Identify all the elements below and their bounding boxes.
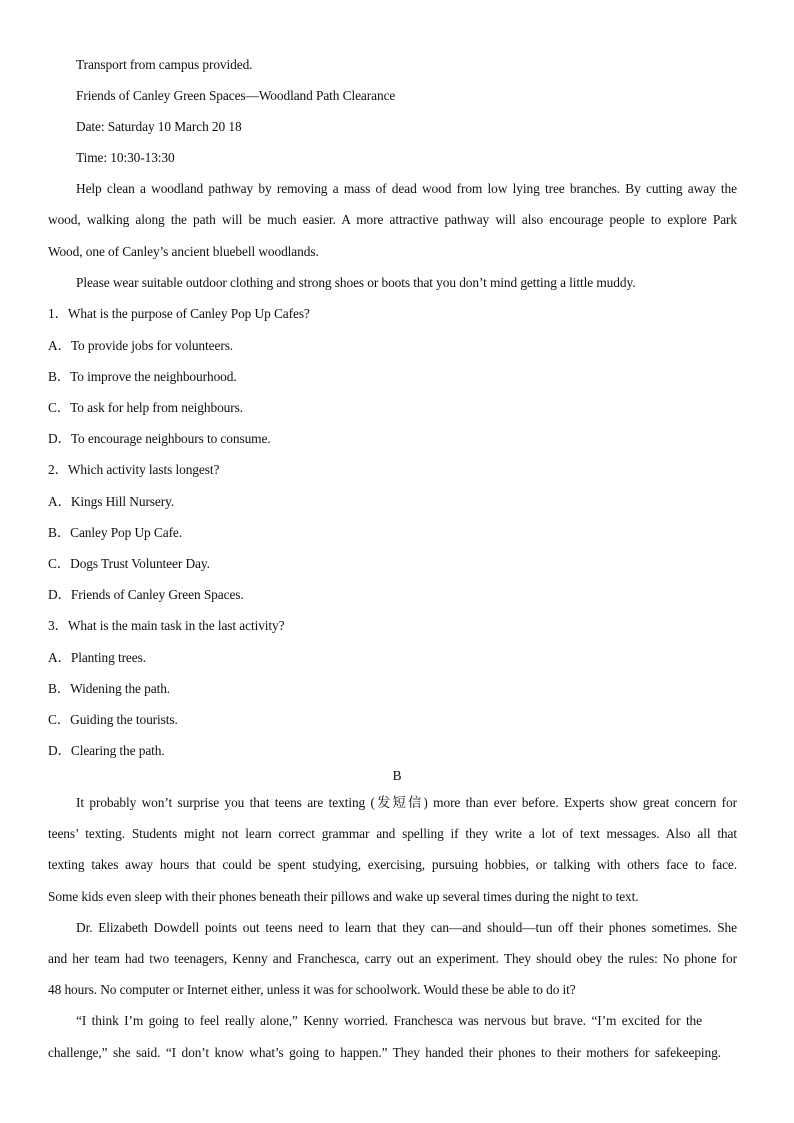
answer-option: C．Dogs Trust Volunteer Day.: [48, 556, 210, 571]
question-stem: 3．What is the main task in the last activity?: [48, 618, 285, 633]
answer-option: A．Kings Hill Nursery.: [48, 494, 175, 509]
passage-line: challenge,” she said. “I don’t know what’s going to happen.” They handed their phones to their mothers for safekeeping.: [48, 1045, 721, 1060]
passage-line: and her team had two teenagers, Kenny and Franchesca, carry out an experiment. They should obey the rules: No phone for: [48, 951, 737, 966]
passage-line: Dr. Elizabeth Dowdell points out teens need to learn that they can—and should—tun off their phones sometimes. She: [76, 920, 737, 935]
answer-option: B．To improve the neighbourhood.: [48, 369, 237, 384]
question-stem: 2．Which activity lasts longest?: [48, 462, 220, 477]
answer-option: C．To ask for help from neighbours.: [48, 400, 244, 415]
answer-option: B．Widening the path.: [48, 681, 171, 696]
clothing-note: Please wear suitable outdoor clothing and strong shoes or boots that you don’t mind getting a little muddy.: [76, 275, 636, 290]
passage-line: 48 hours. No computer or Internet either, unless it was for schoolwork. Would these be able to do it?: [48, 982, 576, 997]
answer-option: D．Friends of Canley Green Spaces.: [48, 587, 244, 602]
answer-option: D．Clearing the path.: [48, 743, 165, 758]
activity-time: Time: 10:30-13:30: [76, 150, 175, 165]
answer-option: B．Canley Pop Up Cafe.: [48, 525, 183, 540]
passage-line: It probably won’t surprise you that teens are texting (发短信) more than ever before. Experts show great concern for: [76, 795, 737, 810]
passage-line: teens’ texting. Students might not learn correct grammar and spelling if they write a lot of text messages. Also all that: [48, 826, 737, 841]
answer-option: A．To provide jobs for volunteers.: [48, 338, 234, 353]
activity-title: Friends of Canley Green Spaces—Woodland Path Clearance: [76, 88, 396, 103]
passage-line: Some kids even sleep with their phones beneath their pillows and wake up several times during the night to text.: [48, 889, 639, 904]
activity-description-line: Help clean a woodland pathway by removing a mass of dead wood from low lying tree branches. By cutting away the: [76, 181, 737, 196]
activity-date: Date: Saturday 10 March 20 18: [76, 119, 242, 134]
activity-description-line: wood, walking along the path will be much easier. A more attractive pathway will also encourage people to explore Park: [48, 212, 737, 227]
passage-line: texting takes away hours that could be spent studying, exercising, pursuing hobbies, or talking with others face to face.: [48, 857, 737, 872]
answer-option: A．Planting trees.: [48, 650, 146, 665]
transport-note: Transport from campus provided.: [76, 57, 253, 72]
question-stem: 1．What is the purpose of Canley Pop Up Cafes?: [48, 306, 310, 321]
answer-option: C．Guiding the tourists.: [48, 712, 178, 727]
activity-description-line: Wood, one of Canley’s ancient bluebell woodlands.: [48, 244, 319, 259]
passage-line: “I think I’m going to feel really alone,” Kenny worried. Franchesca was nervous but brave. “I’m excited for the: [76, 1013, 702, 1028]
section-heading: B: [392, 768, 402, 783]
answer-option: D．To encourage neighbours to consume.: [48, 431, 271, 446]
